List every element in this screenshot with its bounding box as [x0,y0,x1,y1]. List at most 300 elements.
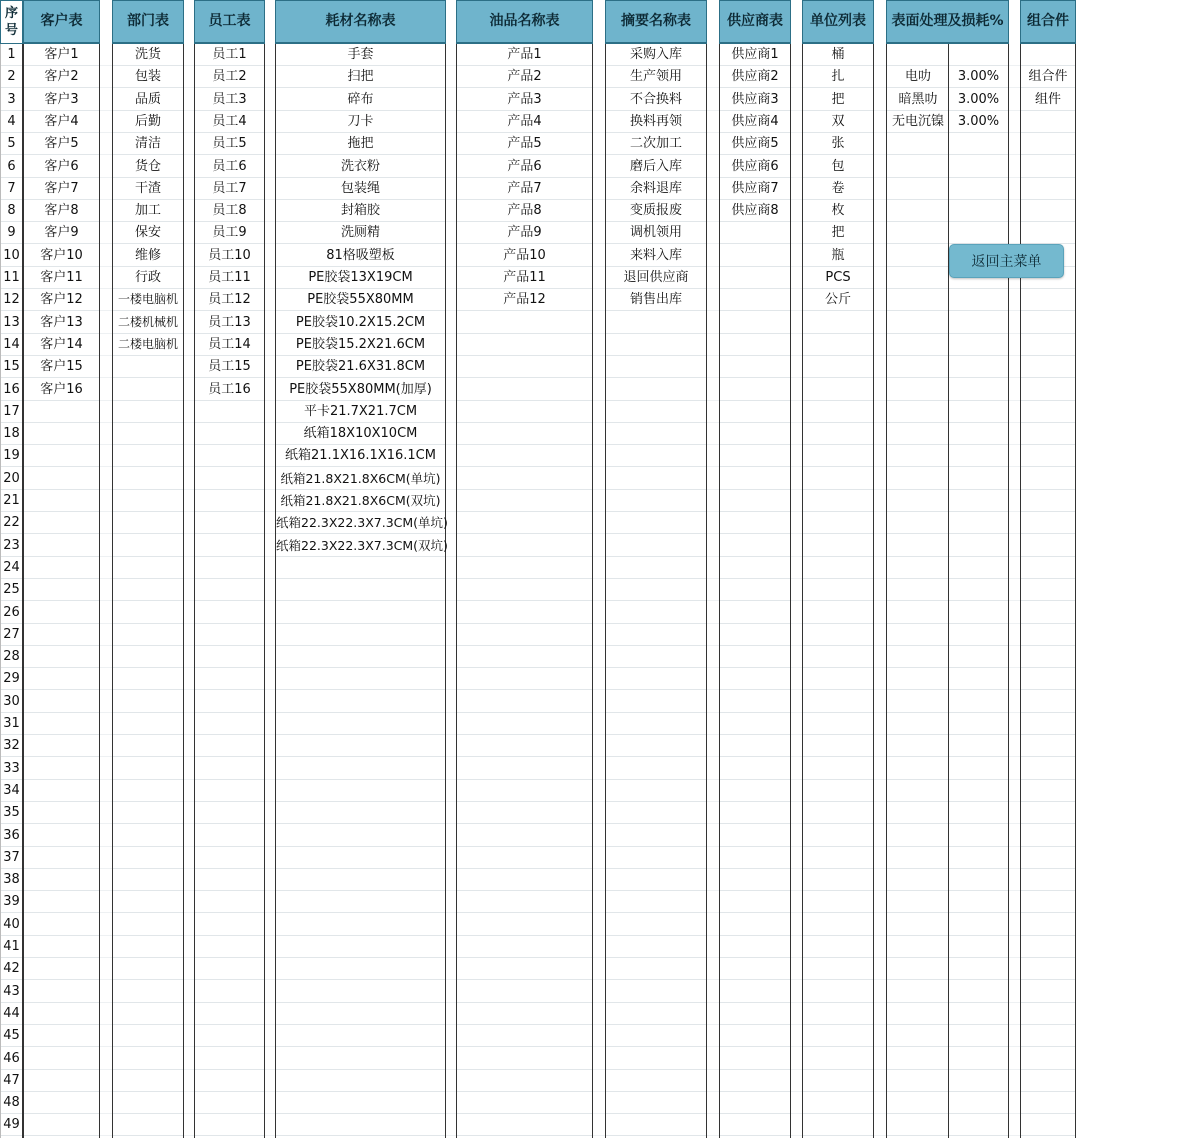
units-cell[interactable] [803,557,873,579]
units-cell[interactable] [803,602,873,624]
units-cell[interactable] [803,423,873,445]
consumables-cell[interactable] [276,1070,445,1092]
employees-cell[interactable]: 员工4 [195,111,264,133]
surface-treatment-name[interactable] [887,535,949,557]
consumables-cell[interactable]: 纸箱22.3X22.3X7.3CM(单坑) [276,512,445,534]
customers-cell[interactable] [24,1070,99,1092]
surface-treatment-name[interactable] [887,222,949,244]
oil-products-cell[interactable] [457,802,592,824]
surface-treatment-name[interactable] [887,445,949,467]
surface-treatment-name[interactable] [887,914,949,936]
customers-cell[interactable]: 客户11 [24,267,99,289]
units-cell[interactable] [803,1048,873,1070]
consumables-cell[interactable] [276,624,445,646]
loss-rate[interactable] [949,512,1008,534]
oil-products-cell[interactable] [457,1070,592,1092]
summary-cell[interactable] [606,1114,706,1136]
loss-rate[interactable]: 3.00% [949,89,1008,111]
loss-rate[interactable] [949,156,1008,178]
employees-cell[interactable] [195,847,264,869]
units-cell[interactable] [803,356,873,378]
oil-products-cell[interactable] [457,780,592,802]
combo-cell[interactable] [1021,512,1075,534]
surface-treatment-name[interactable] [887,869,949,891]
surface-treatment-name[interactable] [887,802,949,824]
summary-cell[interactable] [606,579,706,601]
units-cell[interactable] [803,981,873,1003]
departments-cell[interactable] [113,468,183,490]
surface-treatment-name[interactable] [887,624,949,646]
summary-cell[interactable] [606,780,706,802]
suppliers-cell[interactable] [720,646,790,668]
loss-rate[interactable] [949,735,1008,757]
departments-cell[interactable] [113,713,183,735]
units-cell[interactable] [803,646,873,668]
customers-cell[interactable] [24,512,99,534]
surface-treatment-name[interactable] [887,758,949,780]
consumables-cell[interactable] [276,646,445,668]
employees-cell[interactable] [195,1048,264,1070]
suppliers-cell[interactable] [720,735,790,757]
customers-cell[interactable] [24,646,99,668]
suppliers-cell[interactable] [720,958,790,980]
consumables-cell[interactable]: 平卡21.7X21.7CM [276,401,445,423]
oil-products-cell[interactable]: 产品5 [457,133,592,155]
employees-cell[interactable] [195,735,264,757]
combo-cell[interactable] [1021,289,1075,311]
loss-rate[interactable] [949,958,1008,980]
combo-cell[interactable] [1021,1003,1075,1025]
departments-cell[interactable] [113,602,183,624]
consumables-cell[interactable]: PE胶袋55X80MM(加厚) [276,379,445,401]
loss-rate[interactable]: 3.00% [949,66,1008,88]
oil-products-cell[interactable] [457,356,592,378]
departments-cell[interactable] [113,1092,183,1114]
surface-treatment-name[interactable] [887,936,949,958]
combo-cell[interactable] [1021,691,1075,713]
departments-cell[interactable]: 一楼电脑机 [113,289,183,311]
customers-cell[interactable] [24,758,99,780]
employees-cell[interactable] [195,602,264,624]
departments-cell[interactable] [113,914,183,936]
consumables-cell[interactable]: 拖把 [276,133,445,155]
employees-cell[interactable] [195,914,264,936]
oil-products-cell[interactable] [457,847,592,869]
oil-products-cell[interactable] [457,1048,592,1070]
oil-products-cell[interactable] [457,379,592,401]
suppliers-cell[interactable] [720,379,790,401]
employees-cell[interactable] [195,468,264,490]
loss-rate[interactable] [949,1048,1008,1070]
oil-products-cell[interactable] [457,312,592,334]
suppliers-cell[interactable] [720,222,790,244]
loss-rate[interactable] [949,1003,1008,1025]
combo-cell[interactable] [1021,958,1075,980]
suppliers-cell[interactable] [720,847,790,869]
oil-products-cell[interactable] [457,334,592,356]
surface-treatment-name[interactable] [887,312,949,334]
combo-cell[interactable] [1021,557,1075,579]
departments-cell[interactable]: 干渣 [113,178,183,200]
consumables-cell[interactable] [276,758,445,780]
consumables-cell[interactable]: 纸箱21.8X21.8X6CM(双坑) [276,490,445,512]
surface-treatment-name[interactable] [887,401,949,423]
suppliers-cell[interactable] [720,267,790,289]
units-cell[interactable] [803,758,873,780]
combo-cell[interactable] [1021,356,1075,378]
combo-cell[interactable] [1021,579,1075,601]
summary-cell[interactable] [606,423,706,445]
departments-cell[interactable] [113,981,183,1003]
consumables-cell[interactable] [276,891,445,913]
oil-products-cell[interactable]: 产品12 [457,289,592,311]
oil-products-cell[interactable] [457,646,592,668]
suppliers-cell[interactable] [720,802,790,824]
suppliers-cell[interactable] [720,535,790,557]
units-cell[interactable] [803,401,873,423]
customers-cell[interactable] [24,468,99,490]
customers-cell[interactable] [24,847,99,869]
units-cell[interactable] [803,668,873,690]
surface-treatment-name[interactable] [887,1048,949,1070]
customers-cell[interactable]: 客户13 [24,312,99,334]
summary-cell[interactable]: 退回供应商 [606,267,706,289]
departments-cell[interactable] [113,891,183,913]
summary-cell[interactable] [606,356,706,378]
employees-cell[interactable]: 员工1 [195,44,264,66]
customers-cell[interactable]: 客户4 [24,111,99,133]
loss-rate[interactable]: 3.00% [949,111,1008,133]
suppliers-cell[interactable]: 供应商7 [720,178,790,200]
combo-cell[interactable] [1021,914,1075,936]
employees-cell[interactable]: 员工6 [195,156,264,178]
departments-cell[interactable] [113,936,183,958]
departments-cell[interactable] [113,802,183,824]
units-cell[interactable] [803,802,873,824]
employees-cell[interactable]: 员工12 [195,289,264,311]
units-cell[interactable]: 包 [803,156,873,178]
combo-cell[interactable] [1021,156,1075,178]
summary-cell[interactable] [606,825,706,847]
units-cell[interactable] [803,825,873,847]
employees-cell[interactable] [195,825,264,847]
surface-treatment-name[interactable] [887,958,949,980]
surface-treatment-name[interactable] [887,156,949,178]
departments-cell[interactable] [113,958,183,980]
units-cell[interactable] [803,334,873,356]
customers-cell[interactable] [24,1092,99,1114]
employees-cell[interactable]: 员工2 [195,66,264,88]
surface-treatment-name[interactable] [887,44,949,66]
suppliers-cell[interactable]: 供应商4 [720,111,790,133]
combo-cell[interactable] [1021,668,1075,690]
departments-cell[interactable]: 包装 [113,66,183,88]
oil-products-cell[interactable]: 产品1 [457,44,592,66]
employees-cell[interactable]: 员工14 [195,334,264,356]
surface-treatment-name[interactable]: 无电沉镍 [887,111,949,133]
customers-cell[interactable] [24,579,99,601]
oil-products-cell[interactable] [457,735,592,757]
departments-cell[interactable] [113,557,183,579]
units-cell[interactable]: 卷 [803,178,873,200]
departments-cell[interactable] [113,1003,183,1025]
suppliers-cell[interactable]: 供应商8 [720,200,790,222]
oil-products-cell[interactable]: 产品6 [457,156,592,178]
combo-cell[interactable] [1021,312,1075,334]
customers-cell[interactable] [24,802,99,824]
surface-treatment-name[interactable]: 电叻 [887,66,949,88]
suppliers-cell[interactable]: 供应商5 [720,133,790,155]
summary-cell[interactable] [606,468,706,490]
employees-cell[interactable] [195,691,264,713]
consumables-cell[interactable] [276,780,445,802]
combo-cell[interactable] [1021,200,1075,222]
customers-cell[interactable] [24,1003,99,1025]
loss-rate[interactable] [949,869,1008,891]
departments-cell[interactable] [113,624,183,646]
loss-rate[interactable] [949,780,1008,802]
loss-rate[interactable] [949,981,1008,1003]
surface-treatment-name[interactable] [887,691,949,713]
loss-rate[interactable] [949,356,1008,378]
combo-cell[interactable] [1021,624,1075,646]
summary-cell[interactable]: 磨后入库 [606,156,706,178]
loss-rate[interactable] [949,847,1008,869]
employees-cell[interactable] [195,1025,264,1047]
suppliers-cell[interactable] [720,245,790,267]
loss-rate[interactable] [949,222,1008,244]
consumables-cell[interactable]: 洗衣粉 [276,156,445,178]
employees-cell[interactable] [195,802,264,824]
consumables-cell[interactable]: 纸箱22.3X22.3X7.3CM(双坑) [276,535,445,557]
oil-products-cell[interactable] [457,958,592,980]
oil-products-cell[interactable] [457,1025,592,1047]
departments-cell[interactable]: 后勤 [113,111,183,133]
summary-cell[interactable] [606,445,706,467]
departments-cell[interactable] [113,356,183,378]
surface-treatment-name[interactable] [887,1003,949,1025]
units-cell[interactable]: 扎 [803,66,873,88]
units-cell[interactable]: 张 [803,133,873,155]
loss-rate[interactable] [949,1092,1008,1114]
departments-cell[interactable] [113,423,183,445]
units-cell[interactable]: 桶 [803,44,873,66]
units-cell[interactable] [803,914,873,936]
departments-cell[interactable] [113,735,183,757]
surface-treatment-name[interactable] [887,557,949,579]
surface-treatment-name[interactable] [887,512,949,534]
departments-cell[interactable]: 加工 [113,200,183,222]
oil-products-cell[interactable] [457,512,592,534]
combo-cell[interactable] [1021,825,1075,847]
combo-cell[interactable] [1021,111,1075,133]
surface-treatment-name[interactable] [887,133,949,155]
oil-products-cell[interactable]: 产品9 [457,222,592,244]
loss-rate[interactable] [949,891,1008,913]
departments-cell[interactable] [113,847,183,869]
surface-treatment-name[interactable] [887,1092,949,1114]
loss-rate[interactable] [949,758,1008,780]
surface-treatment-name[interactable] [887,200,949,222]
units-cell[interactable] [803,1070,873,1092]
departments-cell[interactable] [113,490,183,512]
consumables-cell[interactable]: PE胶袋10.2X15.2CM [276,312,445,334]
combo-cell[interactable]: 组合件 [1021,66,1075,88]
customers-cell[interactable] [24,825,99,847]
oil-products-cell[interactable] [457,869,592,891]
customers-cell[interactable] [24,914,99,936]
consumables-cell[interactable] [276,1092,445,1114]
units-cell[interactable] [803,490,873,512]
loss-rate[interactable] [949,557,1008,579]
suppliers-cell[interactable] [720,334,790,356]
units-cell[interactable] [803,691,873,713]
summary-cell[interactable] [606,668,706,690]
suppliers-cell[interactable] [720,891,790,913]
suppliers-cell[interactable] [720,758,790,780]
back-to-main-menu-button[interactable]: 返回主菜单 [949,244,1064,278]
combo-cell[interactable]: 组件 [1021,89,1075,111]
employees-cell[interactable]: 员工5 [195,133,264,155]
combo-cell[interactable] [1021,1048,1075,1070]
combo-cell[interactable] [1021,735,1075,757]
consumables-cell[interactable] [276,802,445,824]
summary-cell[interactable] [606,981,706,1003]
oil-products-cell[interactable] [457,936,592,958]
summary-cell[interactable]: 变质报废 [606,200,706,222]
loss-rate[interactable] [949,668,1008,690]
customers-cell[interactable] [24,1114,99,1136]
oil-products-cell[interactable] [457,1003,592,1025]
consumables-cell[interactable]: 碎布 [276,89,445,111]
consumables-cell[interactable]: 刀卡 [276,111,445,133]
oil-products-cell[interactable] [457,668,592,690]
units-cell[interactable]: 瓶 [803,245,873,267]
customers-cell[interactable]: 客户14 [24,334,99,356]
customers-cell[interactable]: 客户2 [24,66,99,88]
departments-cell[interactable] [113,379,183,401]
surface-treatment-name[interactable] [887,356,949,378]
suppliers-cell[interactable]: 供应商3 [720,89,790,111]
combo-cell[interactable] [1021,1025,1075,1047]
oil-products-cell[interactable] [457,602,592,624]
oil-products-cell[interactable] [457,981,592,1003]
summary-cell[interactable] [606,535,706,557]
employees-cell[interactable]: 员工11 [195,267,264,289]
departments-cell[interactable] [113,758,183,780]
customers-cell[interactable] [24,780,99,802]
combo-cell[interactable] [1021,847,1075,869]
oil-products-cell[interactable]: 产品4 [457,111,592,133]
departments-cell[interactable] [113,401,183,423]
suppliers-cell[interactable] [720,602,790,624]
employees-cell[interactable] [195,445,264,467]
oil-products-cell[interactable] [457,468,592,490]
departments-cell[interactable] [113,869,183,891]
suppliers-cell[interactable] [720,691,790,713]
oil-products-cell[interactable] [457,490,592,512]
employees-cell[interactable] [195,891,264,913]
suppliers-cell[interactable] [720,289,790,311]
departments-cell[interactable] [113,646,183,668]
customers-cell[interactable]: 客户8 [24,200,99,222]
consumables-cell[interactable] [276,869,445,891]
suppliers-cell[interactable] [720,869,790,891]
units-cell[interactable]: 公斤 [803,289,873,311]
consumables-cell[interactable]: 封箱胶 [276,200,445,222]
combo-cell[interactable] [1021,1114,1075,1136]
employees-cell[interactable] [195,490,264,512]
units-cell[interactable]: 双 [803,111,873,133]
customers-cell[interactable] [24,668,99,690]
surface-treatment-name[interactable] [887,245,949,267]
customers-cell[interactable] [24,691,99,713]
summary-cell[interactable] [606,802,706,824]
consumables-cell[interactable]: 洗厕精 [276,222,445,244]
customers-cell[interactable]: 客户12 [24,289,99,311]
summary-cell[interactable] [606,1025,706,1047]
summary-cell[interactable] [606,490,706,512]
units-cell[interactable]: 把 [803,222,873,244]
employees-cell[interactable] [195,936,264,958]
loss-rate[interactable] [949,713,1008,735]
employees-cell[interactable] [195,624,264,646]
combo-cell[interactable] [1021,445,1075,467]
employees-cell[interactable]: 员工16 [195,379,264,401]
oil-products-cell[interactable] [457,535,592,557]
combo-cell[interactable] [1021,133,1075,155]
employees-cell[interactable] [195,1070,264,1092]
combo-cell[interactable] [1021,602,1075,624]
employees-cell[interactable] [195,579,264,601]
consumables-cell[interactable] [276,1025,445,1047]
suppliers-cell[interactable]: 供应商6 [720,156,790,178]
departments-cell[interactable] [113,1048,183,1070]
customers-cell[interactable]: 客户15 [24,356,99,378]
combo-cell[interactable] [1021,713,1075,735]
consumables-cell[interactable] [276,557,445,579]
suppliers-cell[interactable] [720,1025,790,1047]
combo-cell[interactable] [1021,1070,1075,1092]
combo-cell[interactable] [1021,936,1075,958]
summary-cell[interactable] [606,401,706,423]
departments-cell[interactable]: 洗货 [113,44,183,66]
surface-treatment-name[interactable] [887,289,949,311]
consumables-cell[interactable] [276,847,445,869]
consumables-cell[interactable] [276,981,445,1003]
loss-rate[interactable] [949,289,1008,311]
suppliers-cell[interactable]: 供应商1 [720,44,790,66]
suppliers-cell[interactable] [720,401,790,423]
loss-rate[interactable] [949,178,1008,200]
employees-cell[interactable] [195,780,264,802]
combo-cell[interactable] [1021,468,1075,490]
units-cell[interactable] [803,512,873,534]
loss-rate[interactable] [949,334,1008,356]
suppliers-cell[interactable] [720,1048,790,1070]
summary-cell[interactable] [606,758,706,780]
loss-rate[interactable] [949,468,1008,490]
departments-cell[interactable] [113,445,183,467]
consumables-cell[interactable]: 纸箱21.1X16.1X16.1CM [276,445,445,467]
departments-cell[interactable]: 清洁 [113,133,183,155]
loss-rate[interactable] [949,535,1008,557]
summary-cell[interactable]: 换料再领 [606,111,706,133]
employees-cell[interactable]: 员工8 [195,200,264,222]
customers-cell[interactable] [24,423,99,445]
suppliers-cell[interactable] [720,557,790,579]
summary-cell[interactable] [606,869,706,891]
